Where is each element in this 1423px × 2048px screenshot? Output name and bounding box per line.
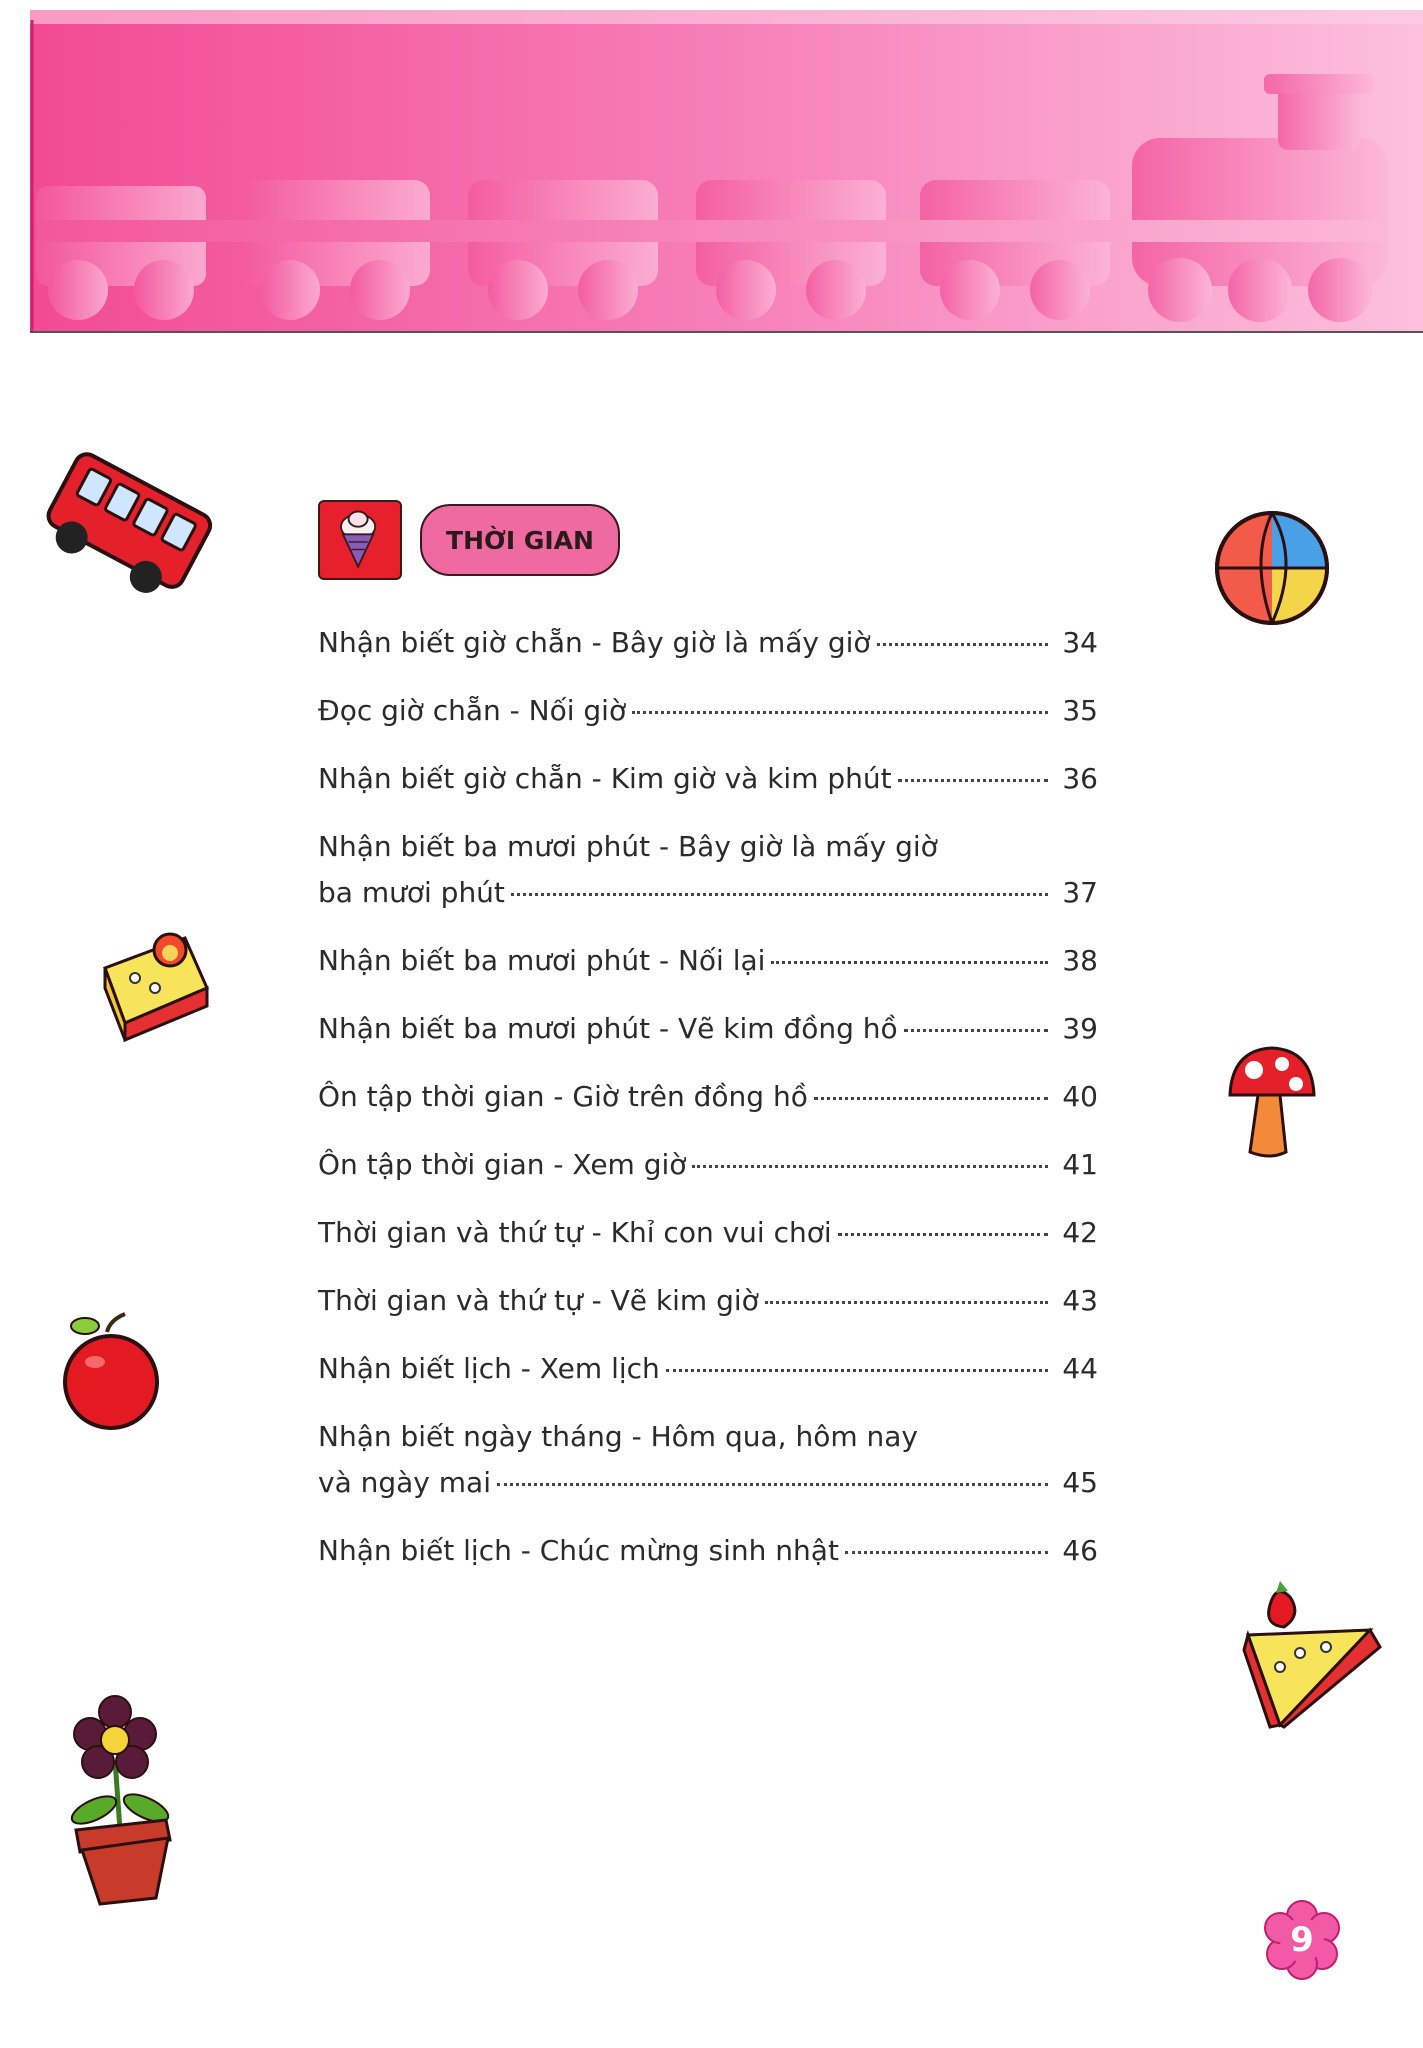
toc-leader-dots — [771, 961, 1048, 964]
toc-leader-dots — [765, 1301, 1048, 1304]
toc-entry-title: Nhận biết giờ chẵn - Kim giờ và kim phút — [318, 762, 892, 795]
toc-entry — [318, 756, 1098, 802]
toc-entry-title: ba mươi phút — [318, 876, 505, 909]
bus-icon — [40, 440, 215, 610]
ball-icon — [1210, 500, 1335, 630]
toc-entry — [318, 1278, 1098, 1324]
toc-entry — [318, 1414, 1098, 1506]
toc-entry-title: Nhận biết giờ chẵn - Bây giờ là mấy giờ — [318, 626, 871, 659]
table-of-contents — [318, 620, 1098, 1596]
flower-pot-icon — [60, 1690, 185, 1910]
toc-leader-dots — [497, 1483, 1048, 1486]
ice-cream-icon — [320, 502, 400, 578]
strawberry-cake-icon — [1240, 1575, 1385, 1730]
toc-leader-dots — [814, 1097, 1048, 1100]
mushroom-icon — [1220, 1040, 1320, 1165]
toc-page-number: 40 — [1062, 1080, 1098, 1113]
toc-entry — [318, 1346, 1098, 1392]
toc-entry-title: Ôn tập thời gian - Xem giờ — [318, 1148, 687, 1181]
toc-leader-dots — [838, 1233, 1048, 1236]
toc-leader-dots — [632, 711, 1048, 714]
toc-leader-dots — [845, 1551, 1048, 1554]
toc-page-number: 45 — [1062, 1466, 1098, 1499]
train-banner — [0, 0, 1423, 340]
toc-entry — [318, 1210, 1098, 1256]
toc-entry-title: và ngày mai — [318, 1466, 491, 1499]
toc-page-number: 39 — [1062, 1012, 1098, 1045]
toc-page-number: 38 — [1062, 944, 1098, 977]
toc-entry-title: Ôn tập thời gian - Giờ trên đồng hồ — [318, 1080, 808, 1113]
toc-entry — [318, 824, 1098, 916]
toc-leader-dots — [692, 1165, 1048, 1168]
toc-page-number: 35 — [1062, 694, 1098, 727]
toc-page-number: 41 — [1062, 1148, 1098, 1181]
toc-entry — [318, 938, 1098, 984]
toc-entry — [318, 1074, 1098, 1120]
section-icon-box — [318, 500, 402, 580]
toc-page-number: 42 — [1062, 1216, 1098, 1249]
apple-icon — [55, 1310, 165, 1435]
cake-slice-icon — [95, 918, 215, 1043]
toc-entry-title: Thời gian và thứ tự - Vẽ kim giờ — [318, 1284, 759, 1317]
toc-leader-dots — [666, 1369, 1048, 1372]
toc-entry — [318, 620, 1098, 666]
toc-entry-title: Nhận biết lịch - Xem lịch — [318, 1352, 660, 1385]
toc-entry — [318, 1142, 1098, 1188]
toc-page-number: 34 — [1062, 626, 1098, 659]
toc-entry — [318, 1528, 1098, 1574]
toc-entry-title: Nhận biết ba mươi phút - Bây giờ là mấy giờ — [318, 830, 938, 863]
toc-leader-dots — [904, 1029, 1048, 1032]
toc-page-number: 43 — [1062, 1284, 1098, 1317]
toc-leader-dots — [511, 893, 1048, 896]
toc-entry-title: Thời gian và thứ tự - Khỉ con vui chơi — [318, 1216, 832, 1249]
toc-leader-dots — [877, 643, 1048, 646]
toc-entry-title: Nhận biết ba mươi phút - Vẽ kim đồng hồ — [318, 1012, 898, 1045]
toc-leader-dots — [898, 779, 1048, 782]
toc-page-number: 36 — [1062, 762, 1098, 795]
page-number: 9 — [1290, 1920, 1314, 1960]
section-title: THỜI GIAN — [420, 504, 620, 576]
toc-entry-title: Đọc giờ chẵn - Nối giờ — [318, 694, 627, 727]
toc-page-number: 46 — [1062, 1534, 1098, 1567]
toc-page-number: 37 — [1062, 876, 1098, 909]
toc-page-number: 44 — [1062, 1352, 1098, 1385]
toc-entry-title: Nhận biết lịch - Chúc mừng sinh nhật — [318, 1534, 839, 1567]
toc-entry — [318, 688, 1098, 734]
toc-entry — [318, 1006, 1098, 1052]
page-number-badge — [1262, 1900, 1342, 1980]
toc-entry-title: Nhận biết ngày tháng - Hôm qua, hôm nay — [318, 1420, 918, 1453]
toc-entry-title: Nhận biết ba mươi phút - Nối lại — [318, 944, 766, 977]
